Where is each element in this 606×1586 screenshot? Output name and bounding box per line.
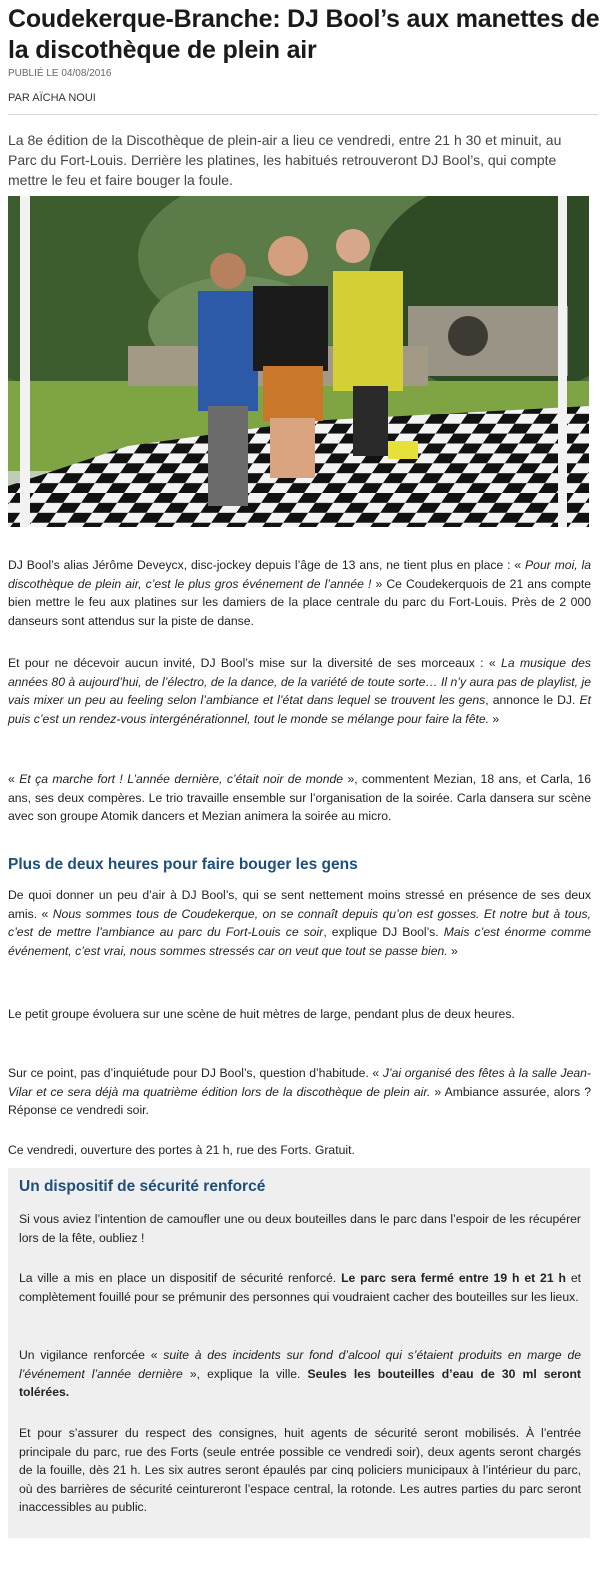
paragraph-2 bbox=[8, 654, 591, 728]
b3-bold: Seules les bouteilles d’eau de 30 ml seront tolérées. bbox=[19, 1366, 581, 1399]
p1-text-end: » Ce Coudekerquois de 21 ans compte bien mettre le feu aux platines sur les damiers de la place centrale du parc du Fort-Louis. Près de 2 000 danseurs sont attendus sur la piste de danse. bbox=[8, 576, 592, 628]
p6-text: Sur ce point, pas d’inquiétude pour DJ Bool’s, question d’habitude. « bbox=[8, 1066, 380, 1080]
box-paragraph-1: Si vous aviez l’intention de camoufler une ou deux bouteilles dans le parc dans l’espoir de les récupérer lors de la fête, oubliez ! bbox=[19, 1212, 581, 1245]
b2-bold: Le parc sera fermé entre 19 h et 21 h bbox=[341, 1271, 566, 1285]
article-lead: La 8e édition de la Discothèque de plein-air a lieu ce vendredi, entre 21 h 30 et minuit, au Parc du Fort-Louis. Derrière les platines, les habitués retrouveront DJ Bool’s, qui compte mettre le feu et faire bouger la foule. bbox=[8, 132, 562, 188]
paragraph-6 bbox=[8, 1064, 591, 1120]
p3-quote: Et ça marche fort ! L’année dernière, c’était noir de monde bbox=[19, 772, 344, 786]
p2-quote-2: Et puis c’est un rendez-vous intergénérationnel, tout le monde se mélange pour faire la fête. bbox=[8, 693, 592, 726]
p2-text-mid: , annonce le DJ. bbox=[485, 693, 576, 707]
subheading: Plus de deux heures pour faire bouger les gens bbox=[8, 856, 358, 873]
p1-text: DJ Bool’s alias Jérôme Deveycx, disc-jockey depuis l’âge de 13 ans, ne tient plus en place : « bbox=[8, 558, 522, 572]
box-title: Un dispositif de sécurité renforcé bbox=[19, 1178, 266, 1195]
p2-text: Et pour ne décevoir aucun invité, DJ Bool’s mise sur la diversité de ses morceaux : « bbox=[8, 656, 496, 670]
p3-open-quote: « bbox=[8, 772, 15, 786]
p2-quote: La musique des années 80 à aujourd’hui, de l’électro, de la dance, de la variété de toute sorte… Il n’y aura pas de playlist, je vais mixer un peu au feeling selon l’ambiance et l’état dans lequel se trouvent les gens bbox=[8, 656, 592, 707]
divider bbox=[8, 114, 598, 115]
box-paragraph-3 bbox=[19, 1346, 581, 1402]
p4-quote-2: Mais c’est énorme comme événement, c’est vrai, nous sommes stressés car on veut que tout se passe bien. bbox=[8, 925, 592, 958]
paragraph-1 bbox=[8, 556, 591, 630]
security-box bbox=[8, 1168, 590, 1538]
p4-text: De quoi donner un peu d’air à DJ Bool’s, qui se sent nettement moins stressé en présence de ses deux amis. « bbox=[8, 888, 591, 921]
publish-date: PUBLIÉ LE 04/08/2016 bbox=[8, 68, 112, 79]
p6-text-end: » Ambiance assurée, alors ? Réponse ce vendredi soir. bbox=[8, 1084, 591, 1117]
paragraph-3 bbox=[8, 770, 591, 826]
p1-quote: Pour moi, la discothèque de plein air, c’est le plus gros événement de l’année ! bbox=[8, 558, 591, 591]
p4-text-mid: , explique DJ Bool’s. bbox=[323, 925, 439, 939]
paragraph-4 bbox=[8, 886, 591, 960]
p3-text: », commentent Mezian, 18 ans, et Carla, 16 ans, ses deux compères. Le trio travaille ensemble sur l’organisation de la soirée. Carla dansera sur scène avec son groupe Atomik dancers et Mezian animera la soirée au micro. bbox=[8, 772, 591, 823]
paragraph-5: Le petit groupe évoluera sur une scène de huit mètres de large, pendant plus de deux heures. bbox=[8, 1007, 515, 1021]
b3-text-mid: », explique la ville. bbox=[189, 1366, 301, 1381]
box-paragraph-2 bbox=[19, 1269, 581, 1306]
author-byline[interactable]: PAR AÏCHA NOUI bbox=[8, 92, 96, 104]
b3-quote: suite à des incidents sur fond d’alcool qui s’étaient produits en marge de l’événement l’année dernière bbox=[19, 1348, 582, 1381]
p6-quote: J’ai organisé des fêtes à la salle Jean-Vilar et ce sera déjà ma quatrième édition lors de la discothèque de plein air. bbox=[8, 1066, 591, 1099]
p4-quote: Nous sommes tous de Coudekerque, on se connaît depuis qu’on est gosses. Et notre but à tous, c’est de mettre l’ambiance au parc du Fort-Louis ce soir bbox=[8, 906, 591, 939]
b3-text: Un vigilance renforcée « bbox=[19, 1348, 158, 1362]
article-title: Coudekerque-Branche: DJ Bool’s aux manettes de la discothèque de plein air bbox=[8, 5, 600, 64]
p4-text-end: » bbox=[451, 943, 458, 958]
box-paragraph-4: Et pour s’assurer du respect des consignes, huit agents de sécurité seront mobilisés. À l’entrée principale du parc, rue des Forts (seule entrée possible ce vendredi soir), deux agents seront chargés de la fouille, dès 21 h. Les six autres seront épaulés par cinq policiers municipaux à l’intérieur du parc, où des barrières de sécurité ceintureront l’espace central, la rotonde. Les autres parties du parc seront inaccessibles au public. bbox=[19, 1426, 581, 1514]
article-photo[interactable] bbox=[8, 196, 589, 527]
p2-text-end: » bbox=[492, 711, 500, 726]
paragraph-7: Ce vendredi, ouverture des portes à 21 h, rue des Forts. Gratuit. bbox=[8, 1143, 355, 1157]
b2-text-end: et complètement fouillé pour se prémunir des personnes qui voudraient cacher des bouteilles sur les lieux. bbox=[19, 1271, 581, 1304]
b2-text: La ville a mis en place un dispositif de sécurité renforcé. bbox=[19, 1271, 337, 1285]
